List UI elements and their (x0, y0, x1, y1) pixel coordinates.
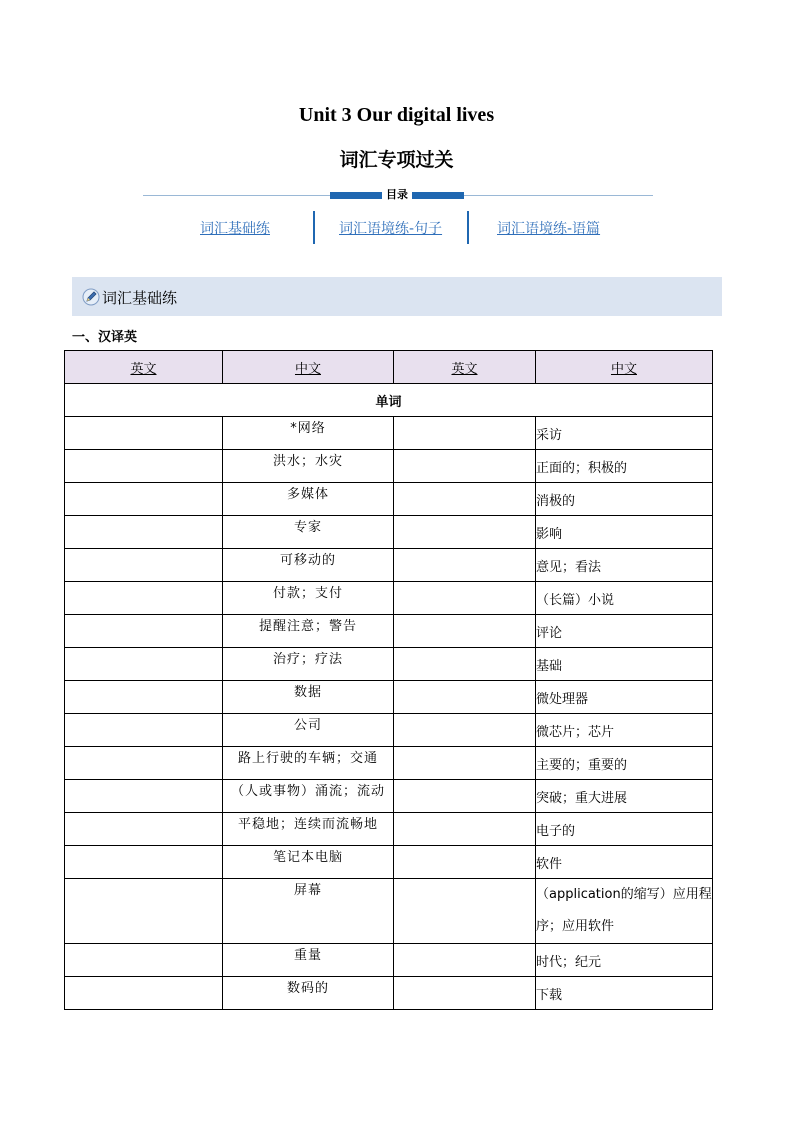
table-row (65, 714, 713, 747)
chinese-cell: 意见；看法 (536, 549, 713, 582)
chinese-cell: 提醒注意；警告 (223, 615, 394, 648)
document-title: Unit 3 Our digital lives (298, 104, 495, 126)
pencil-icon (82, 288, 100, 306)
answer-cell[interactable] (65, 516, 223, 549)
toc-separator (313, 211, 315, 244)
table-row (65, 780, 713, 813)
column-header-chinese: 中文 (536, 351, 713, 384)
answer-cell[interactable] (394, 944, 536, 977)
toc-label: 目录 (382, 187, 412, 203)
table-row (65, 681, 713, 714)
answer-cell[interactable] (394, 648, 536, 681)
answer-cell[interactable] (394, 483, 536, 516)
toc-accent-bar-right (412, 192, 464, 199)
answer-cell[interactable] (65, 549, 223, 582)
answer-cell[interactable] (65, 879, 223, 944)
document-subtitle: 词汇专项过关 (339, 149, 454, 171)
chinese-cell: 屏幕 (223, 879, 394, 944)
column-header-english: 英文 (65, 351, 223, 384)
table-row (65, 483, 713, 516)
chinese-cell: 软件 (536, 846, 713, 879)
answer-cell[interactable] (65, 450, 223, 483)
chinese-cell: 洪水；水灾 (223, 450, 394, 483)
toc-link-sentence[interactable]: 词汇语境练-句子 (339, 221, 443, 237)
toc-link-passage[interactable]: 词汇语境练-语篇 (497, 221, 601, 237)
chinese-cell: 治疗；疗法 (223, 648, 394, 681)
chinese-cell: 微芯片；芯片 (536, 714, 713, 747)
chinese-cell: 正面的；积极的 (536, 450, 713, 483)
table-row (65, 516, 713, 549)
answer-cell[interactable] (65, 681, 223, 714)
group-label: 单词 (65, 384, 713, 417)
chinese-cell: （人或事物）涌流；流动 (223, 780, 394, 813)
chinese-cell: 可移动的 (223, 549, 394, 582)
answer-cell[interactable] (394, 813, 536, 846)
table-row (65, 549, 713, 582)
chinese-cell: 专家 (223, 516, 394, 549)
chinese-cell: *网络 (223, 417, 394, 450)
answer-cell[interactable] (65, 977, 223, 1010)
section-title: 词汇基础练 (102, 289, 178, 307)
answer-cell[interactable] (394, 615, 536, 648)
chinese-cell: 公司 (223, 714, 394, 747)
table-row (65, 417, 713, 450)
chinese-cell: 笔记本电脑 (223, 846, 394, 879)
part-title: 一、汉译英 (72, 330, 138, 345)
column-header-chinese: 中文 (223, 351, 394, 384)
answer-cell[interactable] (394, 681, 536, 714)
chinese-cell: 影响 (536, 516, 713, 549)
answer-cell[interactable] (65, 944, 223, 977)
answer-cell[interactable] (394, 450, 536, 483)
chinese-cell: 微处理器 (536, 681, 713, 714)
answer-cell[interactable] (65, 780, 223, 813)
table-row (65, 648, 713, 681)
chinese-cell: 重量 (223, 944, 394, 977)
answer-cell[interactable] (65, 747, 223, 780)
table-row (65, 615, 713, 648)
chinese-cell: 采访 (536, 417, 713, 450)
table-row (65, 879, 713, 944)
section-header (72, 277, 722, 316)
chinese-cell: 主要的；重要的 (536, 747, 713, 780)
answer-cell[interactable] (394, 549, 536, 582)
chinese-cell: 电子的 (536, 813, 713, 846)
table-row (65, 582, 713, 615)
answer-cell[interactable] (65, 417, 223, 450)
toc-link-basic[interactable]: 词汇基础练 (200, 221, 270, 237)
chinese-cell: 评论 (536, 615, 713, 648)
table-row (65, 977, 713, 1010)
chinese-cell: 突破；重大进展 (536, 780, 713, 813)
chinese-cell: 平稳地；连续而流畅地 (223, 813, 394, 846)
toc-separator (467, 211, 469, 244)
table-row (65, 813, 713, 846)
chinese-cell: 下载 (536, 977, 713, 1010)
chinese-cell: 数码的 (223, 977, 394, 1010)
answer-cell[interactable] (394, 780, 536, 813)
toc-accent-bar-left (330, 192, 382, 199)
answer-cell[interactable] (394, 747, 536, 780)
chinese-cell: 数据 (223, 681, 394, 714)
answer-cell[interactable] (65, 714, 223, 747)
table-row (65, 944, 713, 977)
table-row (65, 747, 713, 780)
chinese-cell: 路上行驶的车辆；交通 (223, 747, 394, 780)
answer-cell[interactable] (65, 846, 223, 879)
answer-cell[interactable] (65, 483, 223, 516)
answer-cell[interactable] (394, 714, 536, 747)
chinese-cell: 多媒体 (223, 483, 394, 516)
chinese-cell: 基础 (536, 648, 713, 681)
chinese-cell: （application的缩写）应用程序；应用软件 (536, 879, 713, 944)
answer-cell[interactable] (394, 846, 536, 879)
chinese-cell: （长篇）小说 (536, 582, 713, 615)
answer-cell[interactable] (65, 813, 223, 846)
answer-cell[interactable] (394, 516, 536, 549)
vocabulary-table (64, 350, 713, 1010)
answer-cell[interactable] (394, 879, 536, 944)
answer-cell[interactable] (65, 582, 223, 615)
chinese-cell: 时代；纪元 (536, 944, 713, 977)
chinese-cell: 消极的 (536, 483, 713, 516)
column-header-english: 英文 (394, 351, 536, 384)
table-row (65, 450, 713, 483)
table-row (65, 846, 713, 879)
chinese-cell: 付款；支付 (223, 582, 394, 615)
answer-cell[interactable] (394, 582, 536, 615)
answer-cell[interactable] (65, 648, 223, 681)
answer-cell[interactable] (394, 417, 536, 450)
answer-cell[interactable] (65, 615, 223, 648)
answer-cell[interactable] (394, 977, 536, 1010)
